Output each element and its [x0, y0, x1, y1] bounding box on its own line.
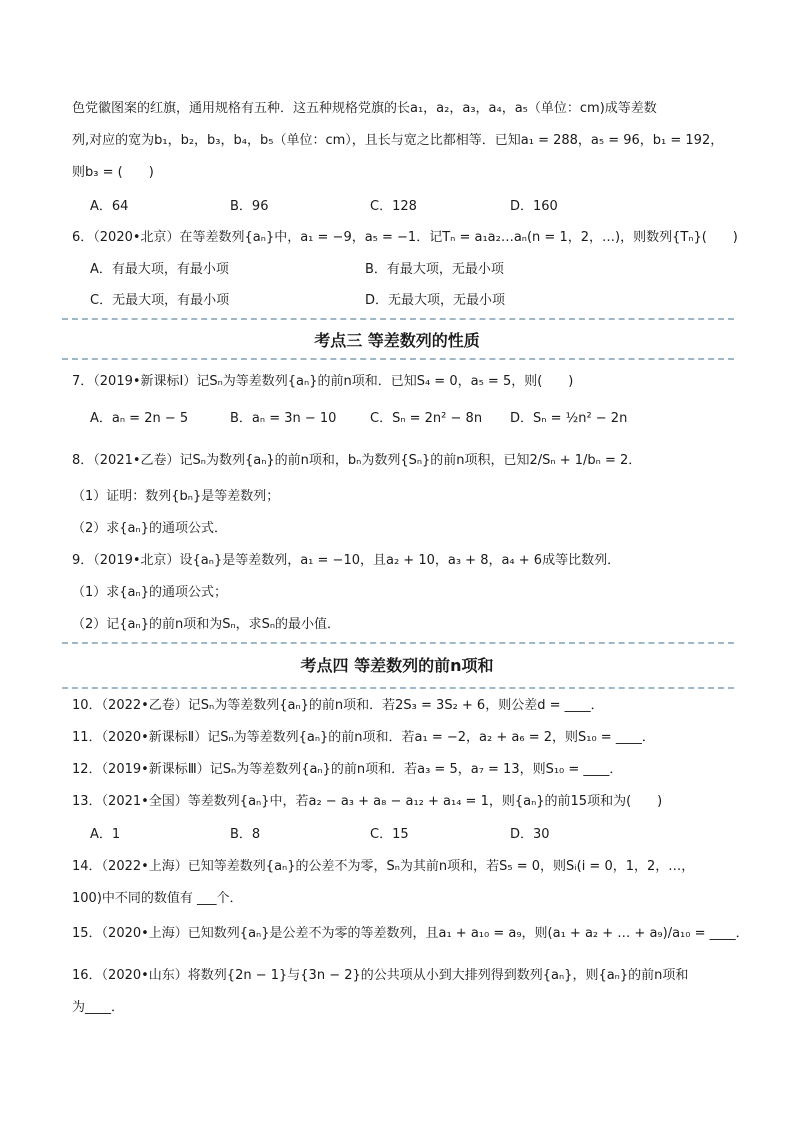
q10-text: 10．（2022•乙卷）记Sₙ为等差数列{aₙ}的前n项和．若2S₃ = 3S₂ + 6，则公差d = ____． [72, 698, 604, 713]
choice-a[interactable]: A．1 [90, 827, 121, 842]
choice-d[interactable]: D．无最大项，无最小项 [365, 293, 506, 308]
choice-a[interactable]: A．aₙ = 2n − 5 [90, 411, 189, 426]
section-title-4: 考点四 等差数列的前n项和 [300, 656, 494, 675]
choice-b[interactable]: B．有最大项，无最小项 [365, 262, 504, 277]
choice-b[interactable]: B．aₙ = 3n − 10 [230, 411, 337, 426]
q9-text: 9．（2019•北京）设{aₙ}是等差数列，a₁ = −10，且a₂ + 10，a₃ + 8，a₄ + 6成等比数列． [72, 553, 621, 568]
q8-part-2: （2）求{aₙ}的通项公式． [72, 521, 227, 536]
q6-text: 6．（2020•北京）在等差数列{aₙ}中，a₁ = −9，a₅ = −1．记Tₙ = a₁a₂…aₙ(n = 1，2，…)，则数列{Tₙ}( ) [72, 230, 738, 245]
q9-part-1: （1）求{aₙ}的通项公式； [72, 585, 227, 600]
choice-d[interactable]: D．Sₙ = ½n² − 2n [510, 411, 628, 426]
q16-line-1: 16．（2020•山东）将数列{2n − 1}与{3n − 2}的公共项从小到大排列得到数列{aₙ}，则{aₙ}的前n项和 [72, 968, 689, 983]
q14-line-2: 100)中不同的数值有 ___个． [72, 891, 243, 906]
q8-text: 8．（2021•乙卷）记Sₙ为数列{aₙ}的前n项和，bₙ为数列{Sₙ}的前n项积，已知2/Sₙ + 1/bₙ = 2． [72, 453, 642, 468]
section-divider [62, 642, 734, 644]
q9-part-2: （2）记{aₙ}的前n项和为Sₙ，求Sₙ的最小值． [72, 617, 341, 632]
choice-c[interactable]: C．15 [370, 827, 409, 842]
q13-text: 13．（2021•全国）等差数列{aₙ}中，若a₂ − a₃ + a₈ − a₁₂ + a₁₄ = 1，则{aₙ}的前15项和为( ) [72, 794, 663, 809]
choice-d[interactable]: D．160 [510, 199, 558, 214]
choice-b[interactable]: B．96 [230, 199, 269, 214]
q5-line-2: 列,对应的宽为b₁，b₂，b₃，b₄，b₅（单位：cm），且长与宽之比都相等．已知a₁ = 288，a₅ = 96，b₁ = 192， [72, 133, 724, 148]
q8-part-1: （1）证明：数列{bₙ}是等差数列； [72, 489, 280, 504]
choice-c[interactable]: C．Sₙ = 2n² − 8n [370, 411, 483, 426]
section-divider [62, 687, 734, 689]
section-title-3: 考点三 等差数列的性质 [314, 331, 480, 350]
choice-c[interactable]: C．无最大项，有最小项 [90, 293, 230, 308]
choice-c[interactable]: C．128 [370, 199, 417, 214]
q7-text: 7．（2019•新课标Ⅰ）记Sₙ为等差数列{aₙ}的前n项和．已知S₄ = 0，a₅ = 5，则( ) [72, 374, 574, 389]
section-divider [62, 318, 734, 320]
section-divider [62, 358, 734, 360]
q5-line-1: 色党徽图案的红旗，通用规格有五种．这五种规格党旗的长a₁，a₂，a₃，a₄，a₅（单位：cm)成等差数 [72, 101, 657, 116]
q14-line-1: 14．（2022•上海）已知等差数列{aₙ}的公差不为零，Sₙ为其前n项和，若S₅ = 0，则Sᵢ(i = 0，1，2，…， [72, 859, 695, 874]
q5-line-3: 则b₃ = ( ) [72, 165, 154, 180]
q15-text: 15．（2020•上海）已知数列{aₙ}是公差不为零的等差数列，且a₁ + a₁₀ = a₉，则(a₁ + a₂ + … + a₉)/a₁₀ = ____． [72, 926, 749, 941]
choice-a[interactable]: A．有最大项，有最小项 [90, 262, 229, 277]
choice-d[interactable]: D．30 [510, 827, 550, 842]
q11-text: 11．（2020•新课标Ⅱ）记Sₙ为等差数列{aₙ}的前n项和．若a₁ = −2，a₂ + a₆ = 2，则S₁₀ = ____． [72, 730, 655, 745]
choice-a[interactable]: A．64 [90, 199, 129, 214]
q12-text: 12．（2019•新课标Ⅲ）记Sₙ为等差数列{aₙ}的前n项和．若a₃ = 5，a₇ = 13，则S₁₀ = ____． [72, 762, 623, 777]
choice-b[interactable]: B．8 [230, 827, 261, 842]
q16-line-2: 为____． [72, 1000, 125, 1015]
